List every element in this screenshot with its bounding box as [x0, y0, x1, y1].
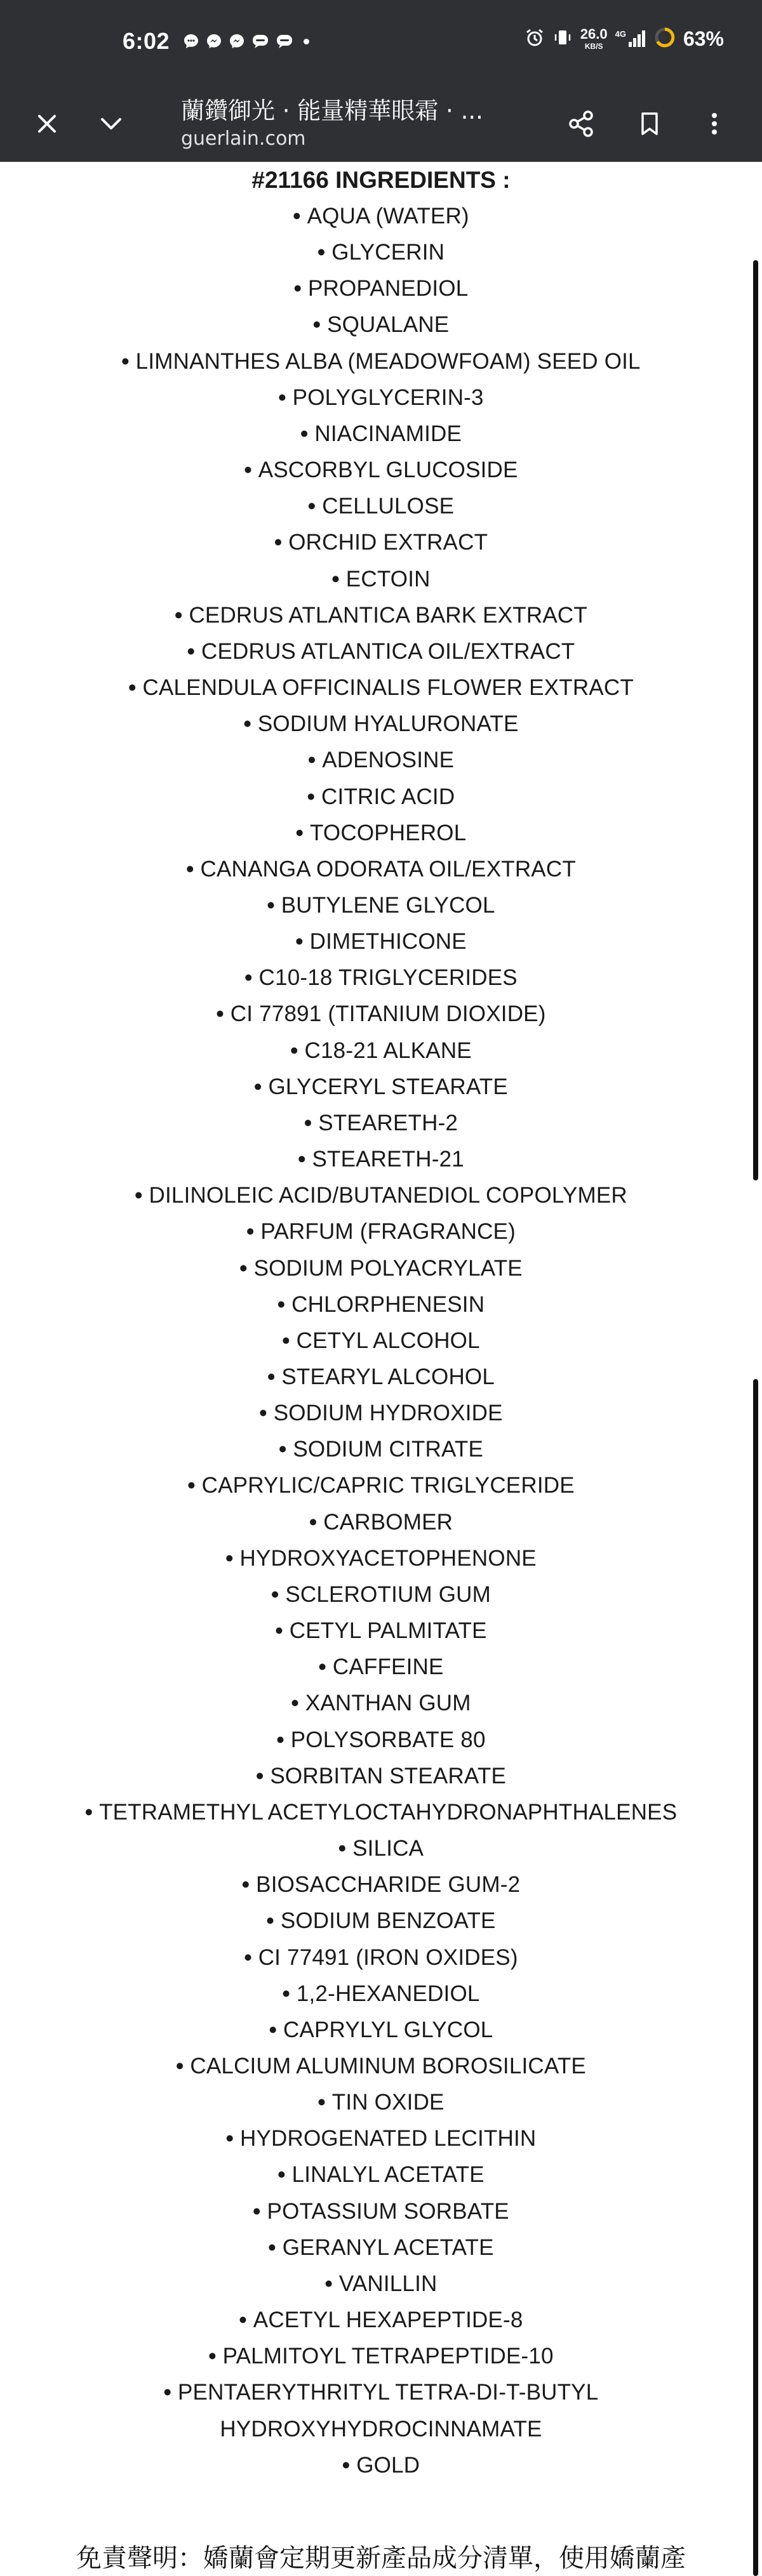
ingredient-name: NIACINAMIDE	[314, 421, 462, 446]
ingredient-item	[0, 1069, 762, 1105]
ingredient-item	[0, 1758, 762, 1794]
ingredient-name: SODIUM HYDROXIDE	[273, 1401, 503, 1426]
alarm-icon	[525, 27, 545, 50]
ingredient-item	[0, 2084, 762, 2120]
bullet-icon: •	[187, 638, 201, 664]
ingredient-name: PARFUM (FRAGRANCE)	[260, 1219, 516, 1245]
ingredient-item	[0, 1939, 762, 1976]
ingredient-item	[0, 380, 762, 416]
ingredient-name: ASCORBYL GLUCOSIDE	[258, 458, 518, 483]
bullet-icon: •	[253, 2198, 267, 2224]
ingredient-name: CETYL ALCOHOL	[296, 1328, 480, 1353]
ingredient-name: SQUALANE	[327, 312, 450, 338]
ingredient-name: TETRAMETHYL ACETYLOCTAHYDRONAPHTHALENES	[99, 1799, 678, 1825]
battery-percent: 63%	[683, 27, 724, 50]
ingredient-item	[0, 1467, 762, 1503]
ingredient-item	[0, 851, 762, 887]
ingredient-item	[0, 524, 762, 560]
ingredient-name: GERANYL ACETATE	[282, 2235, 494, 2260]
ingredient-name: CALENDULA OFFICINALIS FLOWER EXTRACT	[142, 675, 634, 701]
bullet-icon: •	[163, 2380, 178, 2405]
ingredient-list	[0, 198, 762, 2483]
bullet-icon: •	[300, 421, 315, 446]
ingredient-name: POLYSORBATE 80	[290, 1727, 486, 1752]
ingredient-name: SCLEROTIUM GUM	[285, 1582, 491, 1607]
ingredient-item	[0, 1323, 762, 1359]
ingredient-item	[0, 307, 762, 343]
bullet-icon: •	[278, 1437, 293, 1462]
network-speed: 26.0 KB/S	[580, 26, 608, 51]
ingredient-name: POLYGLYCERIN-3	[292, 385, 484, 410]
ingredient-item	[0, 815, 762, 851]
status-bar	[0, 0, 762, 86]
ingredient-item	[0, 597, 762, 633]
more-notifications-dot	[304, 39, 309, 44]
vibrate-icon	[552, 27, 573, 50]
signal-icon	[615, 29, 646, 48]
share-button[interactable]	[562, 105, 600, 143]
ingredient-item	[0, 1395, 762, 1431]
custom-tab-toolbar	[0, 86, 762, 162]
bullet-icon: •	[309, 1509, 324, 1535]
ingredient-name: DIMETHICONE	[309, 929, 467, 954]
bullet-icon: •	[324, 2271, 339, 2296]
ingredient-name: CITRIC ACID	[321, 784, 455, 809]
bullet-icon: •	[317, 240, 332, 265]
bullet-icon: •	[271, 1582, 286, 1607]
ingredient-name: ECTOIN	[345, 566, 431, 591]
ingredient-item	[0, 2266, 762, 2302]
bullet-icon: •	[331, 566, 346, 591]
bullet-icon: •	[187, 1473, 202, 1498]
ingredient-name: CAPRYLIC/CAPRIC TRIGLYCERIDE	[201, 1473, 575, 1498]
ingredient-item	[0, 1504, 762, 1540]
ingredient-item	[0, 1141, 762, 1177]
ingredient-item	[0, 1649, 762, 1685]
bullet-icon: •	[295, 929, 310, 954]
ingredient-item	[0, 2193, 762, 2229]
bullet-icon: •	[121, 348, 136, 374]
ingredient-name: STEARYL ALCOHOL	[281, 1364, 495, 1389]
ingredient-item	[0, 633, 762, 670]
bullet-icon: •	[239, 2308, 253, 2333]
bullet-icon: •	[277, 2162, 292, 2188]
bullet-icon: •	[276, 1727, 291, 1752]
notification-icons	[183, 33, 309, 50]
messenger-icon	[229, 33, 245, 50]
bullet-icon: •	[175, 602, 189, 628]
more-menu-button[interactable]	[695, 105, 733, 143]
ingredient-name: CAPRYLYL GLYCOL	[283, 2017, 493, 2042]
ingredient-name: BUTYLENE GLYCOL	[281, 892, 495, 918]
ingredient-item	[0, 1830, 762, 1866]
ingredient-name: SODIUM HYALURONATE	[257, 711, 519, 737]
scrollbar-thumb[interactable]	[753, 1379, 758, 2093]
ingredient-item	[0, 343, 762, 380]
ingredient-item	[0, 887, 762, 923]
bullet-icon: •	[274, 530, 289, 555]
bullet-icon: •	[244, 1945, 258, 1970]
ingredient-name: SODIUM BENZOATE	[280, 1908, 496, 1934]
disclaimer-text: 免責聲明：嬌蘭會定期更新產品成分清單，使用嬌蘭產	[76, 2544, 686, 2573]
bullet-icon: •	[269, 2017, 283, 2042]
bullet-icon: •	[312, 312, 328, 338]
ingredient-name: LIMNANTHES ALBA (MEADOWFOAM) SEED OIL	[135, 348, 641, 374]
bullet-icon: •	[318, 2090, 332, 2115]
bullet-icon: •	[225, 2126, 240, 2151]
ingredient-item	[0, 1033, 762, 1069]
bullet-icon: •	[282, 1981, 297, 2006]
ingredient-item	[0, 1105, 762, 1141]
bullet-icon: •	[259, 1401, 274, 1426]
ingredient-name: CEDRUS ATLANTICA BARK EXTRACT	[189, 602, 587, 628]
bullet-icon: •	[307, 748, 323, 773]
ingredient-name: XANTHAN GUM	[305, 1691, 471, 1716]
bullet-icon: •	[267, 892, 281, 918]
ingredient-item	[0, 234, 762, 270]
ingredient-item	[0, 670, 762, 706]
ingredient-name: CI 77891 (TITANIUM DIOXIDE)	[230, 1001, 546, 1027]
ingredient-name: HYDROXYHYDROCINNAMATE	[220, 2416, 542, 2441]
ingredient-name: CAFFEINE	[332, 1655, 444, 1680]
ingredient-item	[0, 1613, 762, 1649]
ingredient-name: CELLULOSE	[322, 494, 455, 519]
ingredient-name: C10-18 TRIGLYCERIDES	[258, 965, 518, 991]
bullet-icon: •	[256, 1763, 271, 1788]
ingredient-item	[0, 1286, 762, 1323]
ingredient-name: ACETYL HEXAPEPTIDE-8	[253, 2308, 523, 2333]
ingredient-name: 1,2-HEXANEDIOL	[296, 1981, 480, 2006]
share-icon	[566, 109, 596, 139]
ingredient-item	[0, 1540, 762, 1576]
bookmark-icon	[636, 110, 664, 138]
ingredient-item	[0, 1177, 762, 1213]
ingredient-name: SODIUM POLYACRYLATE	[253, 1255, 523, 1281]
close-button[interactable]	[28, 105, 66, 143]
bullet-icon: •	[216, 1001, 231, 1027]
ingredient-name: ADENOSINE	[322, 748, 455, 773]
ingredient-item	[0, 706, 762, 742]
ingredient-name: CI 77491 (IRON OXIDES)	[258, 1945, 518, 1970]
clock: 6:02	[123, 28, 170, 54]
bullet-icon: •	[338, 1836, 353, 1861]
ingredient-item	[0, 996, 762, 1032]
scrollbar-thumb[interactable]	[753, 260, 758, 1180]
bullet-icon: •	[307, 494, 323, 519]
minimize-button[interactable]	[92, 105, 130, 143]
bullet-icon: •	[208, 2344, 223, 2369]
scrollbar-thumb[interactable]	[753, 2034, 758, 2576]
ingredient-item	[0, 488, 762, 524]
ingredient-item	[0, 2120, 762, 2157]
bullet-icon: •	[176, 2053, 190, 2078]
ingredient-name: GOLD	[356, 2452, 420, 2478]
bullet-icon: •	[128, 675, 143, 701]
ingredient-name: VANILLIN	[338, 2271, 438, 2296]
ingredient-item	[0, 452, 762, 488]
ingredient-name: SILICA	[352, 1836, 424, 1861]
ingredient-item	[0, 561, 762, 597]
ingredient-item	[0, 779, 762, 815]
page-title: 蘭鑽御光 · 能量精華眼霜 · ...	[181, 97, 483, 124]
battery-icon	[654, 27, 676, 51]
ingredient-name: TIN OXIDE	[331, 2090, 444, 2115]
ingredient-name: AQUA (WATER)	[307, 204, 469, 228]
bullet-icon: •	[186, 856, 201, 882]
bullet-icon: •	[266, 1908, 281, 1934]
more-vert-icon	[702, 110, 727, 138]
ingredient-item	[0, 2338, 762, 2374]
ingredient-item	[0, 2229, 762, 2266]
ingredient-item	[0, 2302, 762, 2338]
ingredient-name: HYDROGENATED LECITHIN	[240, 2126, 537, 2151]
sms-icon	[251, 33, 269, 50]
bullet-icon: •	[225, 1545, 240, 1571]
bullet-icon: •	[254, 1074, 269, 1099]
ingredient-name: SORBITAN STEARATE	[270, 1763, 506, 1788]
chevron-down-icon	[97, 110, 125, 138]
ingredient-name: PROPANEDIOL	[307, 276, 469, 301]
bullet-icon: •	[291, 1691, 305, 1716]
ingredient-item	[0, 1794, 762, 1830]
ingredient-name: POTASSIUM SORBATE	[267, 2198, 509, 2224]
ingredient-name: STEARETH-2	[318, 1110, 458, 1135]
bullet-icon: •	[298, 1147, 312, 1172]
ingredient-name: GLYCERIN	[331, 240, 445, 265]
ingredient-item	[0, 960, 762, 996]
scrollbar[interactable]	[752, 162, 762, 2576]
ingredient-item	[0, 1976, 762, 2012]
bullet-icon: •	[246, 1219, 261, 1245]
bullet-icon: •	[275, 1618, 290, 1644]
ingredient-item	[0, 2048, 762, 2084]
sms-icon	[276, 33, 293, 50]
ingredient-item	[0, 1576, 762, 1613]
ingredient-name: PENTAERYTHRITYL TETRA-DI-T-BUTYL	[177, 2380, 599, 2405]
ingredient-item	[0, 270, 762, 307]
network-type: 4G	[615, 29, 626, 39]
ingredient-item	[0, 923, 762, 960]
ingredient-name: GLYCERYL STEARATE	[268, 1074, 508, 1099]
bullet-icon: •	[295, 820, 310, 845]
page-content	[0, 162, 762, 2483]
system-icons	[525, 27, 724, 51]
ingredient-item	[0, 1685, 762, 1721]
ingredient-item	[0, 198, 762, 234]
ingredient-item	[0, 416, 762, 452]
bullet-icon: •	[84, 1799, 100, 1825]
bullet-icon: •	[282, 1328, 297, 1353]
bullet-icon: •	[239, 1255, 254, 1281]
ingredient-item	[0, 2374, 762, 2410]
bullet-icon: •	[293, 276, 308, 301]
close-icon	[34, 111, 60, 136]
messenger-icon	[206, 33, 222, 50]
bullet-icon: •	[243, 711, 258, 737]
ingredient-name: BIOSACCHARIDE GUM-2	[256, 1872, 521, 1898]
ingredient-item	[0, 1866, 762, 1903]
ingredient-name: SODIUM CITRATE	[293, 1437, 484, 1462]
ingredient-name: C18-21 ALKANE	[304, 1038, 472, 1063]
bullet-icon: •	[244, 965, 259, 991]
ingredient-name: CANANGA ODORATA OIL/EXTRACT	[200, 856, 576, 882]
ingredient-name: STEARETH-21	[312, 1147, 464, 1172]
bullet-icon: •	[135, 1183, 149, 1208]
ingredient-item	[0, 1431, 762, 1467]
ingredient-name: CEDRUS ATLANTICA OIL/EXTRACT	[201, 638, 575, 664]
bullet-icon: •	[318, 1655, 333, 1680]
bullet-icon: •	[241, 1872, 257, 1898]
page-domain: guerlain.com	[181, 128, 306, 150]
ingredient-name: ORCHID EXTRACT	[288, 530, 488, 555]
bullet-icon: •	[342, 2452, 357, 2478]
ingredient-name: CETYL PALMITATE	[289, 1618, 487, 1644]
ingredient-name: PALMITOYL TETRAPEPTIDE-10	[222, 2344, 554, 2369]
bullet-icon: •	[290, 1038, 305, 1063]
bullet-icon: •	[277, 1291, 292, 1317]
ingredient-name: HYDROXYACETOPHENONE	[239, 1545, 537, 1571]
ingredient-name: CALCIUM ALUMINUM BOROSILICATE	[190, 2053, 586, 2078]
ingredient-name: CARBOMER	[323, 1509, 453, 1535]
bullet-icon: •	[304, 1110, 319, 1135]
ingredient-item	[0, 2157, 762, 2193]
bullet-icon: •	[268, 2235, 283, 2260]
bullet-icon: •	[293, 204, 307, 228]
ingredient-item	[0, 2447, 762, 2483]
ingredient-name: LINALYL ACETATE	[291, 2162, 485, 2188]
ingredient-item	[0, 1359, 762, 1395]
ingredient-item	[0, 1903, 762, 1939]
ingredient-item	[0, 1213, 762, 1250]
ingredient-name: TOCOPHEROL	[309, 820, 467, 845]
bookmark-button[interactable]	[631, 105, 669, 143]
ingredient-item	[0, 742, 762, 778]
ingredient-item	[0, 1722, 762, 1758]
bullet-icon: •	[244, 458, 258, 483]
bullet-icon: •	[307, 784, 322, 809]
ingredient-item	[0, 2012, 762, 2048]
ingredient-item	[0, 2411, 762, 2447]
bullet-icon: •	[267, 1364, 282, 1389]
ingredient-item	[0, 1250, 762, 1286]
page-title-area[interactable]	[181, 86, 543, 162]
chat-bubble-icon	[183, 33, 199, 50]
ingredients-heading: #21166 INGREDIENTS :	[251, 167, 511, 193]
bullet-icon: •	[278, 385, 293, 410]
ingredient-name: DILINOLEIC ACID/BUTANEDIOL COPOLYMER	[149, 1183, 627, 1208]
ingredient-name: CHLORPHENESIN	[291, 1291, 485, 1317]
